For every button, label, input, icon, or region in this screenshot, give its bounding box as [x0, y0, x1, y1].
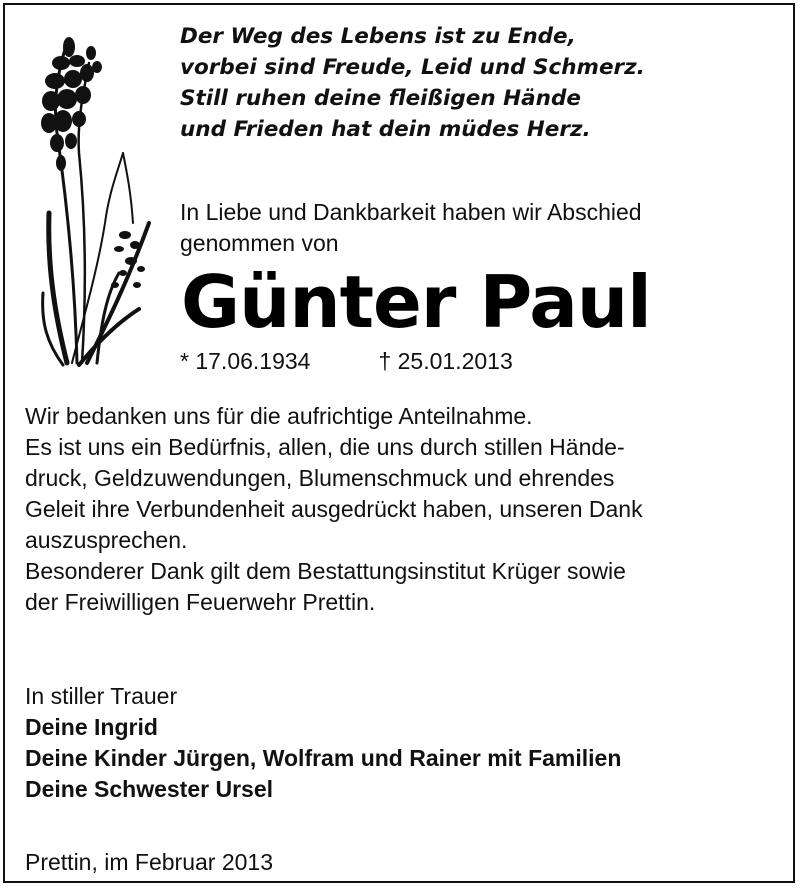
intro-line: genommen von	[180, 230, 339, 256]
mourners-heading: In stiller Trauer	[25, 683, 178, 709]
poem-line: Still ruhen deine fleißigen Hände	[180, 86, 581, 111]
mourner-name: Deine Schwester Ursel	[25, 776, 274, 802]
intro-line: In Liebe und Dankbarkeit haben wir Abschied	[180, 199, 642, 225]
mourner-name: Deine Ingrid	[25, 714, 158, 740]
thanks-line: der Freiwilligen Feuerwehr Prettin.	[25, 589, 376, 615]
intro-text	[180, 197, 642, 259]
poem-line: und Frieden hat dein müdes Herz.	[180, 117, 591, 142]
mourner-name: Deine Kinder Jürgen, Wolfram und Rainer mit Familien	[25, 745, 622, 771]
place-date: Prettin, im Februar 2013	[25, 849, 274, 875]
birth-date: * 17.06.1934	[180, 348, 311, 374]
thanks-line: Es ist uns ein Bedürfnis, allen, die uns durch stillen Hände-	[25, 434, 625, 460]
poem-line: Der Weg des Lebens ist zu Ende,	[180, 24, 576, 49]
obituary-notice	[3, 3, 795, 883]
life-dates	[180, 347, 513, 375]
poem-line: vorbei sind Freude, Leid und Schmerz.	[180, 55, 645, 80]
death-date: † 25.01.2013	[378, 348, 513, 374]
thanks-line: druck, Geldzuwendungen, Blumenschmuck und ehrendes	[25, 465, 615, 491]
mourners-block	[25, 681, 621, 805]
poem	[180, 21, 645, 145]
thanks-text	[25, 401, 785, 618]
deceased-name: Günter Paul	[181, 260, 651, 344]
grass-icon	[27, 23, 157, 368]
thanks-line: Wir bedanken uns für die aufrichtige Anteilnahme.	[25, 403, 533, 429]
thanks-line: Geleit ihre Verbundenheit ausgedrückt haben, unseren Dank	[25, 496, 643, 522]
thanks-line: Besonderer Dank gilt dem Bestattungsinstitut Krüger sowie	[25, 558, 626, 584]
thanks-line: auszusprechen.	[25, 527, 188, 553]
